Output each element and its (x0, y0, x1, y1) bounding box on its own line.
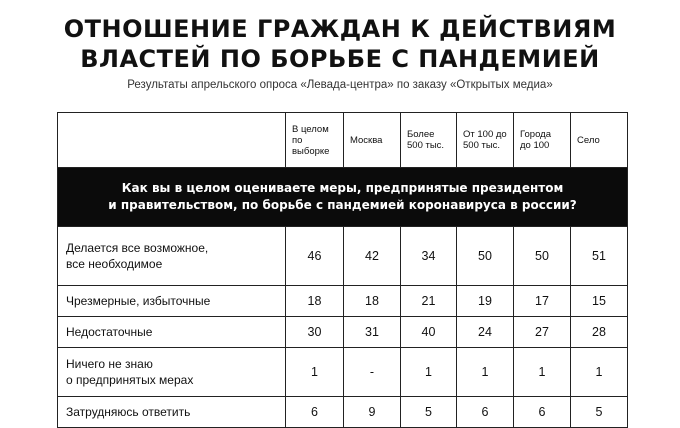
question-line-2: и правительством, по борьбе с пандемией коронавируса в россии? (108, 198, 577, 212)
table-cell: 30 (286, 317, 344, 348)
column-header-moscow: Москва (344, 113, 401, 168)
row-label (58, 227, 286, 286)
table-cell: 24 (457, 317, 514, 348)
table-cell: 27 (514, 317, 571, 348)
column-header-under-100k: Города до 100 (514, 113, 571, 168)
table-cell: 6 (457, 397, 514, 428)
row-label-line-2: о предпринятых мерах (66, 373, 194, 387)
table-header-row (58, 113, 628, 168)
column-header-village: Село (571, 113, 628, 168)
table-row (58, 348, 628, 397)
table-cell: 1 (401, 348, 457, 397)
table-cell: 1 (571, 348, 628, 397)
row-label-line-2: все необходимое (66, 257, 163, 271)
question-row (58, 168, 628, 227)
row-label (58, 286, 286, 317)
table-cell: 5 (571, 397, 628, 428)
page-title-line-2: ВЛАСТЕЙ ПО БОРЬБЕ С ПАНДЕМИЕЙ (80, 45, 600, 73)
row-label (58, 317, 286, 348)
page-title-line-1: ОТНОШЕНИЕ ГРАЖДАН К ДЕЙСТВИЯМ (63, 15, 617, 43)
header-corner-cell (58, 113, 286, 168)
table-cell: 18 (286, 286, 344, 317)
table-row (58, 286, 628, 317)
table-cell: 1 (286, 348, 344, 397)
table-cell: 9 (344, 397, 401, 428)
table-cell: 50 (514, 227, 571, 286)
column-header-overall: В целом по выборке (286, 113, 344, 168)
table-cell: 1 (457, 348, 514, 397)
table-cell: 1 (514, 348, 571, 397)
table-cell: 6 (286, 397, 344, 428)
row-label-line-1: Ничего не знаю (66, 357, 153, 371)
table-cell: 5 (401, 397, 457, 428)
table-cell: 18 (344, 286, 401, 317)
row-label-line-1: Затрудняюсь ответить (66, 405, 191, 419)
table-cell: 42 (344, 227, 401, 286)
table-cell: 31 (344, 317, 401, 348)
table-cell: 51 (571, 227, 628, 286)
row-label (58, 397, 286, 428)
row-label-line-1: Делается все возможное, (66, 241, 209, 255)
table-cell: 34 (401, 227, 457, 286)
table-cell: 40 (401, 317, 457, 348)
table-cell: 50 (457, 227, 514, 286)
question-line-1: Как вы в целом оцениваете меры, предпринятые президентом (121, 181, 564, 195)
column-header-100k-500k: От 100 до 500 тыс. (457, 113, 514, 168)
table-cell: 17 (514, 286, 571, 317)
survey-table (57, 112, 628, 428)
page-subtitle: Результаты апрельского опроса «Левада-центра» по заказу «Открытых медиа» (127, 79, 553, 91)
question-cell (58, 168, 628, 227)
table-cell: 6 (514, 397, 571, 428)
row-label (58, 348, 286, 397)
table-row (58, 227, 628, 286)
table-cell: 19 (457, 286, 514, 317)
table-row (58, 317, 628, 348)
table-row (58, 397, 628, 428)
table-cell: 15 (571, 286, 628, 317)
table-cell: 21 (401, 286, 457, 317)
table-cell: - (344, 348, 401, 397)
column-header-over-500k: Более 500 тыс. (401, 113, 457, 168)
row-label-line-1: Чрезмерные, избыточные (66, 294, 211, 308)
table-cell: 46 (286, 227, 344, 286)
row-label-line-1: Недостаточные (66, 325, 153, 339)
table-cell: 28 (571, 317, 628, 348)
